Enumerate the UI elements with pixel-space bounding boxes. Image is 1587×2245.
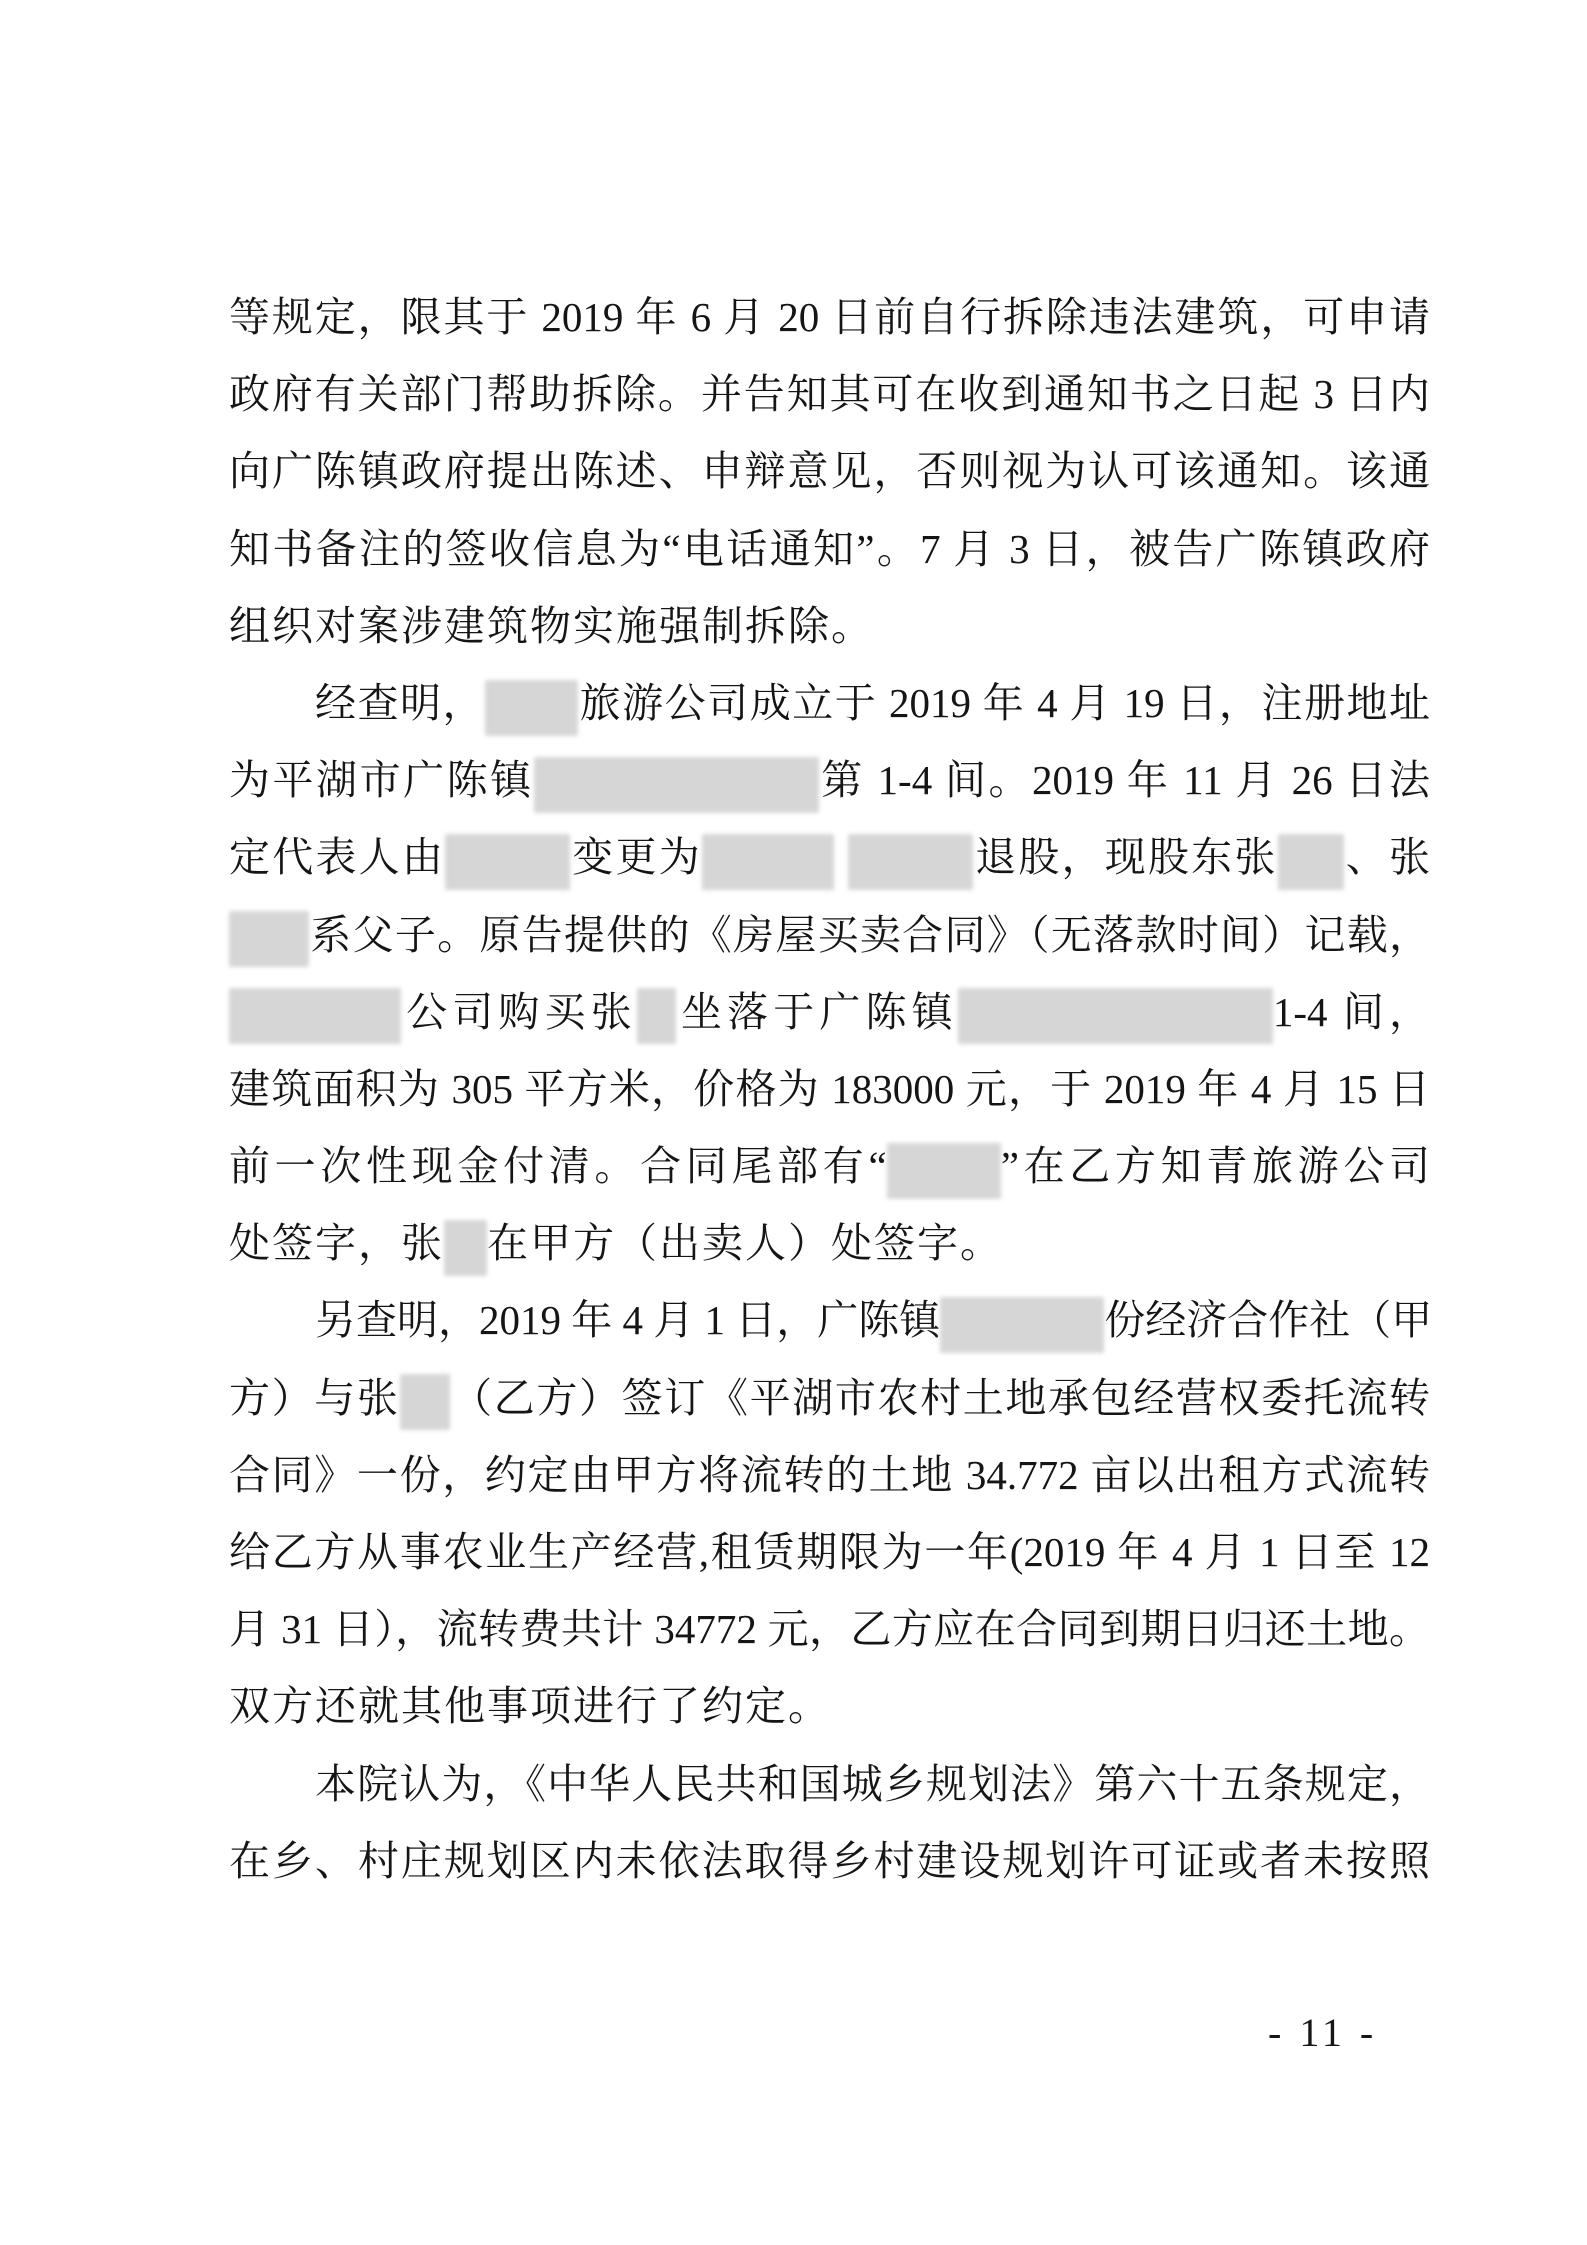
text-line [229,1437,1430,1514]
text-line [229,1282,1433,1359]
text-segment: 双方还就其他事项进行了约定。 [229,1683,831,1730]
text-segment: 变更为 [570,834,702,881]
text-line [229,1591,1430,1668]
text-segment: 前一次性现金付清。合同尾部有“ [229,1143,887,1190]
body-text [229,279,1433,1900]
paragraph [229,665,1430,1283]
redacted-text [400,1374,450,1430]
redacted-text [445,834,570,890]
redacted-text [848,834,973,890]
text-line [229,1360,1430,1437]
text-segment: 1-4 间， [1272,988,1431,1035]
text-line [229,279,1430,356]
text-segment: 组织对案涉建筑物实施强制拆除。 [229,602,874,649]
text-segment: 为平湖市广陈镇 [229,757,534,804]
text-segment: 建筑面积为 305 平方米，价格为 183000 元，于 2019 年 4 月 15 日 [229,1065,1430,1112]
text-line [229,1823,1430,1900]
redacted-text [1278,834,1344,890]
text-segment: 经查明， [315,679,486,726]
text-segment: 方）与张 [229,1374,400,1421]
paragraph [229,1282,1433,1745]
text-segment: ”在乙方知青旅游公司 [1000,1143,1431,1190]
redacted-text [702,834,834,890]
text-line [229,1128,1430,1205]
text-segment: 、张 [1343,834,1431,881]
text-line [229,1514,1430,1591]
redacted-text [637,988,676,1044]
text-segment: 另查明，2019 年 4 月 1 日，广陈镇 [315,1297,941,1344]
redacted-text [229,911,309,967]
text-segment: 份经济合作社（甲 [1104,1297,1433,1344]
text-segment: 公司购买张 [401,988,637,1035]
redacted-text [444,1220,487,1276]
text-segment: 退股，现股东张 [972,834,1278,881]
text-line [229,897,1430,974]
text-segment: 本院认为，《中华人民共和国城乡规划法》第六十五条规定， [315,1760,1430,1807]
text-segment: 在甲方（出卖人）处签字。 [487,1220,1003,1267]
redacted-text [485,680,578,736]
text-segment: 坐落于广陈镇 [675,988,958,1035]
text-segment: 系父子。原告提供的《房屋买卖合同》（无落款时间）记载， [309,911,1430,958]
text-line [229,433,1430,510]
text-segment: 向广陈镇政府提出陈述、申辩意见，否则视为认可该通知。该通 [229,448,1430,495]
paragraph [229,279,1430,665]
text-line [229,1051,1430,1128]
text-line [229,742,1430,819]
text-segment: 第 1-4 间。2019 年 11 月 26 日法 [818,757,1430,804]
redacted-text [229,988,401,1044]
redacted-text [940,1297,1104,1353]
text-line [229,1668,1430,1745]
text-segment: 处签字，张 [229,1220,444,1267]
text-segment: 政府有关部门帮助拆除。并告知其可在收到通知书之日起 3 日内 [229,371,1430,418]
redacted-text [887,1143,1001,1199]
redacted-text [958,988,1273,1044]
text-segment: 知书备注的签收信息为“电话通知”。7 月 3 日，被告广陈镇政府 [229,525,1430,572]
paragraph [229,1746,1430,1900]
redacted-text [534,757,819,813]
text-segment: 在乡、村庄规划区内未依法取得乡村建设规划许可证或者未按照 [229,1837,1430,1884]
text-segment: 月 31 日），流转费共计 34772 元，乙方应在合同到期日归还土地。 [229,1606,1430,1653]
text-line [229,819,1430,896]
text-line [229,511,1430,588]
page-number: - 11 - [1268,2010,1378,2055]
text-segment: 等规定，限其于 2019 年 6 月 20 日前自行拆除违法建筑，可申请 [229,294,1430,340]
text-line [229,974,1430,1051]
text-segment: （乙方）签订《平湖市农村土地承包经营权委托流转 [449,1374,1431,1421]
text-segment: 给乙方从事农业生产经营,租赁期限为一年(2019 年 4 月 1 日至 12 [229,1529,1430,1575]
text-line [229,1205,1430,1282]
text-line [229,356,1430,433]
text-segment: 旅游公司成立于 2019 年 4 月 19 日，注册地址 [578,679,1431,726]
text-line [229,1746,1430,1823]
text-line [229,665,1430,742]
text-line [229,588,1430,665]
text-segment: 定代表人由 [229,834,446,881]
text-segment: 合同》一份，约定由甲方将流转的土地 34.772 亩以出租方式流转 [229,1451,1430,1498]
